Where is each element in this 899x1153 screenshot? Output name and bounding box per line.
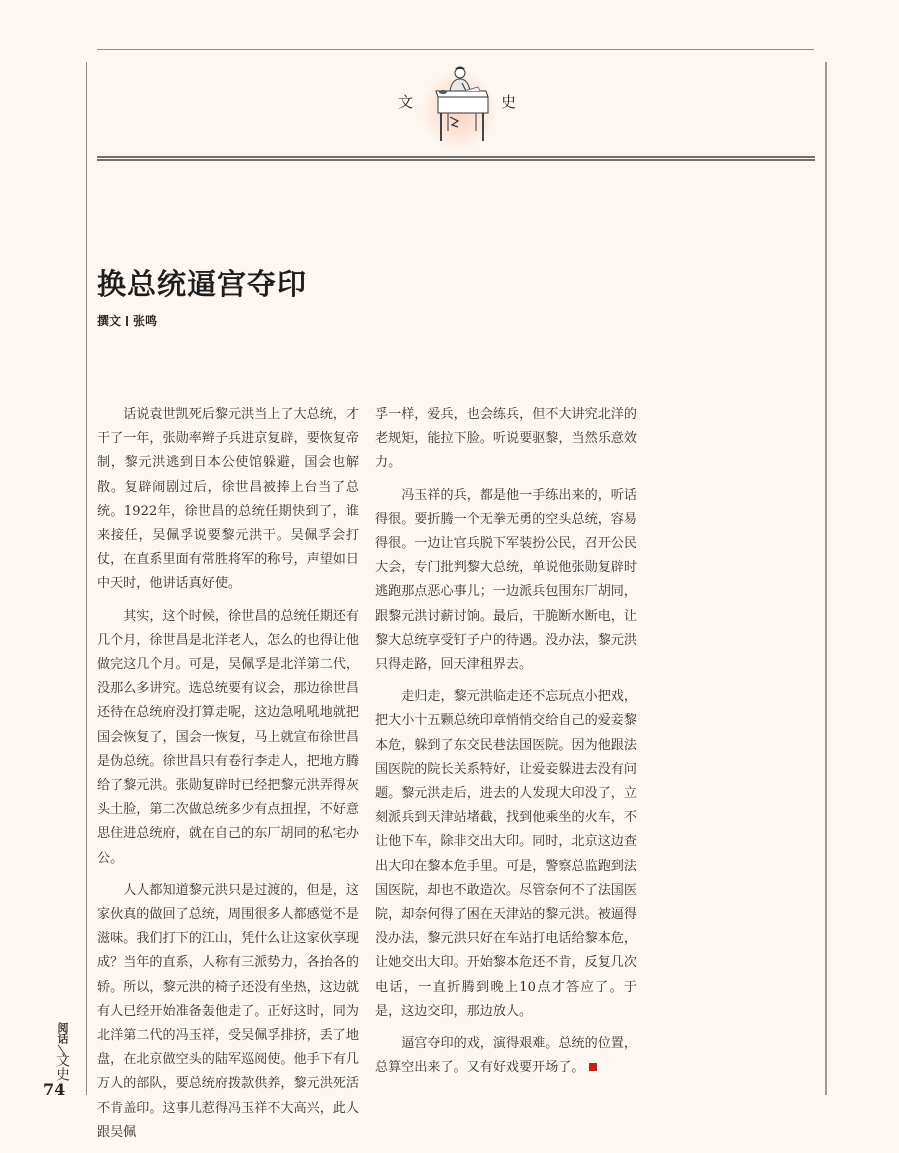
section-char-shi: 史 [501,93,517,111]
scribe-at-desk-icon [428,61,492,145]
magazine-name: 阅话 [56,1022,69,1044]
left-margin-rule [86,62,87,1095]
byline-separator [126,316,128,326]
folio-section-name: 文史 [54,1053,70,1081]
header-double-rule [97,156,815,161]
top-rule [97,49,814,50]
paragraph: 走归走，黎元洪临走还不忘玩点小把戏，把大小十五颗总统印章悄悄交给自己的爱妾黎本危，躲到了东交民巷法国医院。因为他跟法国医院的院长关系特好，让爱妾躲进去没有问题。黎元洪走后，进去的人发现大印没了，立刻派兵到天津站堵截，找到他乘坐的火车，不让他下车，除非交出大印。同时，北京这边查出大印在黎本危手里。可是，警察总监跑到法国医院，却也不敢造次。尽管奈何不了法国医院，却奈何得了困在天津站的黎元洪。被逼得没办法，黎元洪只好在车站打电话给黎本危，让她交出大印。开始黎本危还不肯，反复几次电话，一直折腾到晚上10点才答应了。于是，这边交印，那边放人。 [375,689,637,1019]
paragraph: 其实，这个时候，徐世昌的总统任期还有几个月，徐世昌是北洋老人，怎么的也得让他做完这几个月。可是，吴佩孚是北洋第二代，没那么多讲究。选总统要有议会，那边徐世昌还待在总统府没打算走呢，这边急吼吼地就把国会恢复了，国会一恢复，马上就宣布徐世昌是伪总统。徐世昌只有卷行李走人，把地方腾给了黎元洪。张勋复辟时已经把黎元洪弄得灰头土脸，第二次做总统多少有点扭捏，不好意思住进总统府，就在自己的东厂胡同的私宅办公。 [97,608,359,866]
page-number: 74 [43,1080,66,1099]
final-paragraph-text: 逼宫夺印的戏，演得艰难。总统的位置，总算空出来了。又有好戏要开场了。 [375,1036,637,1076]
paragraph: 冯玉祥的兵，都是他一手练出来的，听话得很。要折腾一个无拳无勇的空头总统，容易得很。一边让官兵脱下军装扮公民，召开公民大会，专门批判黎大总统，单说他张勋复辟时逃跑那点恶心事儿；一边派兵包围东厂胡同，跟黎元洪讨薪讨饷。最后，干脆断水断电，让黎大总统享受钉子户的待遇。没办法，黎元洪只得走路，回天津租界去。 [375,487,637,673]
article-title: 换总统逼宫夺印 [97,267,308,301]
byline-label: 撰文 [97,314,122,328]
byline [97,312,157,329]
section-header-emblem [380,55,540,155]
paragraph-final [375,1032,637,1080]
folio [40,1022,84,1085]
paragraph: 话说袁世凯死后黎元洪当上了大总统，才干了一年，张勋率辫子兵进京复辟，要恢复帝制，黎元洪逃到日本公使馆躲避，国会也解散。复辟闹剧过后，徐世昌被捧上台当了总统。1922年，徐世昌的总统任期快到了，谁来接任，吴佩孚说要黎元洪干。吴佩孚会打仗，在直系里面有常胜将军的称号，声望如日中天时，他讲话真好使。 [97,407,359,592]
paragraph: 人人都知道黎元洪只是过渡的，但是，这家伙真的做回了总统，周围很多人都感觉不是滋味。我们打下的江山，凭什么让这家伙享现成？当年的直系，人称有三派势力，各抬各的轿。所以，黎元洪的椅子还没有坐热，这边就有人已经开始准备轰他走了。正好这时，同为北洋第二代的冯玉祥，受吴佩孚排挤，丢了地盘，在北京做空头的陆军巡阅使。他手下有几万人的部队，要总统府拨款供养，黎元洪死活不肯盖印。这事儿惹得冯玉祥不大高兴，此人跟吴佩 [97,882,359,1140]
article-column-left [97,403,359,1153]
author-name: 张鸣 [133,314,158,328]
article-column-right [375,403,637,1088]
end-of-article-mark-icon [589,1063,597,1071]
section-char-wen: 文 [398,93,414,111]
right-margin-rule [825,62,827,1095]
paragraph-continued: 孚一样，爱兵，也会练兵，但不大讲究北洋的老规矩，能拉下脸。听说要驱黎，当然乐意效力。 [375,407,637,471]
